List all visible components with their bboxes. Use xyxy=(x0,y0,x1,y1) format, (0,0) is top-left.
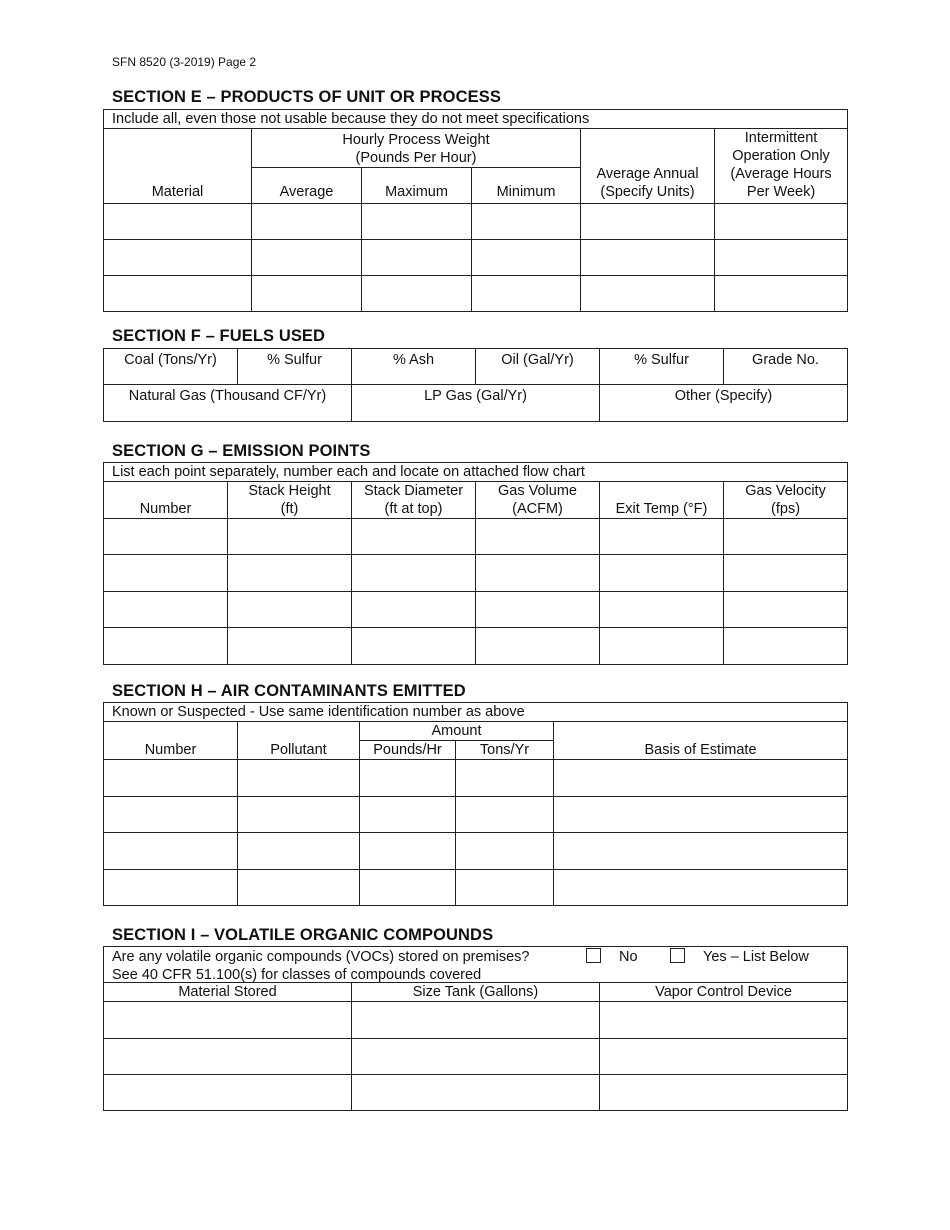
input-cell[interactable] xyxy=(715,204,848,240)
form-number: SFN 8520 (3-2019) Page 2 xyxy=(112,55,257,69)
input-cell[interactable] xyxy=(600,519,724,555)
input-cell[interactable] xyxy=(360,833,456,870)
input-cell[interactable] xyxy=(456,797,554,833)
table-row xyxy=(104,276,848,312)
table-row xyxy=(104,519,848,555)
input-cell[interactable] xyxy=(554,833,848,870)
table-row xyxy=(104,760,848,797)
header-average-annual: Average Annual (Specify Units) xyxy=(581,129,715,204)
input-cell[interactable] xyxy=(554,870,848,906)
header-stack-height: Stack Height (ft) xyxy=(228,482,352,519)
header-material-stored: Material Stored xyxy=(104,983,352,1002)
input-cell[interactable] xyxy=(724,628,848,665)
input-cell[interactable] xyxy=(600,1039,848,1075)
input-cell[interactable] xyxy=(352,1039,600,1075)
header-number: Number xyxy=(104,482,228,519)
input-cell[interactable] xyxy=(352,1002,600,1039)
input-cell[interactable] xyxy=(228,519,352,555)
fuel-natural-gas[interactable]: Natural Gas (Thousand CF/Yr) xyxy=(104,385,352,422)
fuel-coal-sulfur[interactable]: % Sulfur xyxy=(238,349,352,385)
input-cell[interactable] xyxy=(476,555,600,592)
input-cell[interactable] xyxy=(554,760,848,797)
input-cell[interactable] xyxy=(362,204,472,240)
header-stack-diameter: Stack Diameter (ft at top) xyxy=(352,482,476,519)
table-row xyxy=(104,628,848,665)
table-row xyxy=(104,833,848,870)
input-cell[interactable] xyxy=(104,797,238,833)
input-cell[interactable] xyxy=(104,555,228,592)
input-cell[interactable] xyxy=(360,870,456,906)
fuel-oil-grade[interactable]: Grade No. xyxy=(724,349,848,385)
section-f-table xyxy=(103,348,848,422)
header-average: Average xyxy=(252,168,362,204)
header-gas-velocity: Gas Velocity (fps) xyxy=(724,482,848,519)
header-minimum: Minimum xyxy=(472,168,581,204)
table-row xyxy=(104,555,848,592)
input-cell[interactable] xyxy=(476,519,600,555)
input-cell[interactable] xyxy=(238,797,360,833)
section-i-title: SECTION I – VOLATILE ORGANIC COMPOUNDS xyxy=(112,926,494,944)
fuel-oil-sulfur[interactable]: % Sulfur xyxy=(600,349,724,385)
input-cell[interactable] xyxy=(104,870,238,906)
input-cell[interactable] xyxy=(104,204,252,240)
table-row xyxy=(104,1039,848,1075)
input-cell[interactable] xyxy=(456,870,554,906)
input-cell[interactable] xyxy=(360,760,456,797)
fuel-other[interactable]: Other (Specify) xyxy=(600,385,848,422)
input-cell[interactable] xyxy=(476,592,600,628)
input-cell[interactable] xyxy=(252,276,362,312)
input-cell[interactable] xyxy=(104,276,252,312)
voc-yes-checkbox[interactable] xyxy=(670,948,685,963)
input-cell[interactable] xyxy=(600,628,724,665)
input-cell[interactable] xyxy=(352,1075,600,1111)
fuel-oil[interactable]: Oil (Gal/Yr) xyxy=(476,349,600,385)
input-cell[interactable] xyxy=(472,276,581,312)
header-maximum: Maximum xyxy=(362,168,472,204)
table-row xyxy=(104,592,848,628)
section-f-title: SECTION F – FUELS USED xyxy=(112,327,326,345)
input-cell[interactable] xyxy=(581,204,715,240)
input-cell[interactable] xyxy=(238,760,360,797)
header-tons-yr: Tons/Yr xyxy=(456,741,554,760)
input-cell[interactable] xyxy=(581,276,715,312)
header-hourly-process-weight: Hourly Process Weight (Pounds Per Hour) xyxy=(252,129,581,168)
input-cell[interactable] xyxy=(715,240,848,276)
input-cell[interactable] xyxy=(104,628,228,665)
table-row xyxy=(104,240,848,276)
input-cell[interactable] xyxy=(456,760,554,797)
table-row xyxy=(104,797,848,833)
fuel-lp-gas[interactable]: LP Gas (Gal/Yr) xyxy=(352,385,600,422)
voc-no-option[interactable] xyxy=(586,948,638,966)
fuel-coal[interactable]: Coal (Tons/Yr) xyxy=(104,349,238,385)
input-cell[interactable] xyxy=(600,555,724,592)
input-cell[interactable] xyxy=(228,555,352,592)
table-row xyxy=(104,204,848,240)
table-row xyxy=(104,1075,848,1111)
input-cell[interactable] xyxy=(554,797,848,833)
input-cell[interactable] xyxy=(362,240,472,276)
input-cell[interactable] xyxy=(104,760,238,797)
input-cell[interactable] xyxy=(581,240,715,276)
voc-question-cell xyxy=(104,947,848,983)
section-h-title: SECTION H – AIR CONTAMINANTS EMITTED xyxy=(112,682,466,700)
input-cell[interactable] xyxy=(238,870,360,906)
input-cell[interactable] xyxy=(228,628,352,665)
input-cell[interactable] xyxy=(724,519,848,555)
input-cell[interactable] xyxy=(472,240,581,276)
input-cell[interactable] xyxy=(600,592,724,628)
table-row xyxy=(104,870,848,906)
section-e-title: SECTION E – PRODUCTS OF UNIT OR PROCESS xyxy=(112,88,501,106)
header-amount: Amount xyxy=(360,722,554,741)
input-cell[interactable] xyxy=(252,204,362,240)
input-cell[interactable] xyxy=(352,592,476,628)
header-material: Material xyxy=(104,129,252,204)
header-intermittent: Intermittent Operation Only (Average Hours Per Week) xyxy=(715,129,848,204)
header-pounds-hr: Pounds/Hr xyxy=(360,741,456,760)
input-cell[interactable] xyxy=(472,204,581,240)
section-h-table xyxy=(103,702,848,906)
input-cell[interactable] xyxy=(715,276,848,312)
header-pollutant: Pollutant xyxy=(238,722,360,760)
input-cell[interactable] xyxy=(456,833,554,870)
voc-yes-label: Yes – List Below xyxy=(703,948,809,965)
header-size-tank: Size Tank (Gallons) xyxy=(352,983,600,1002)
input-cell[interactable] xyxy=(104,833,238,870)
voc-question: Are any volatile organic compounds (VOCs) stored on premises? xyxy=(112,948,530,965)
input-cell[interactable] xyxy=(352,555,476,592)
input-cell[interactable] xyxy=(724,555,848,592)
input-cell[interactable] xyxy=(228,592,352,628)
header-basis-of-estimate: Basis of Estimate xyxy=(554,722,848,760)
input-cell[interactable] xyxy=(362,276,472,312)
input-cell[interactable] xyxy=(476,628,600,665)
input-cell[interactable] xyxy=(252,240,362,276)
input-cell[interactable] xyxy=(724,592,848,628)
header-vapor-control-device: Vapor Control Device xyxy=(600,983,848,1002)
input-cell[interactable] xyxy=(238,833,360,870)
input-cell[interactable] xyxy=(360,797,456,833)
section-g-title: SECTION G – EMISSION POINTS xyxy=(112,442,371,460)
voc-no-label: No xyxy=(619,948,638,965)
section-g-table xyxy=(103,462,848,665)
input-cell[interactable] xyxy=(600,1075,848,1111)
input-cell[interactable] xyxy=(104,592,228,628)
section-e-note: Include all, even those not usable because they do not meet specifications xyxy=(104,110,848,129)
input-cell[interactable] xyxy=(352,628,476,665)
header-gas-volume: Gas Volume (ACFM) xyxy=(476,482,600,519)
fuel-coal-ash[interactable]: % Ash xyxy=(352,349,476,385)
header-number: Number xyxy=(104,722,238,760)
input-cell[interactable] xyxy=(352,519,476,555)
section-h-note: Known or Suspected - Use same identification number as above xyxy=(104,703,848,722)
input-cell[interactable] xyxy=(104,1039,352,1075)
input-cell[interactable] xyxy=(104,1002,352,1039)
section-g-note: List each point separately, number each and locate on attached flow chart xyxy=(104,463,848,482)
section-i-table xyxy=(103,946,848,1111)
voc-yes-option[interactable] xyxy=(670,948,809,966)
voc-reference: See 40 CFR 51.100(s) for classes of compounds covered xyxy=(112,966,482,983)
input-cell[interactable] xyxy=(104,240,252,276)
input-cell[interactable] xyxy=(600,1002,848,1039)
section-e-table xyxy=(103,109,848,312)
input-cell[interactable] xyxy=(104,519,228,555)
input-cell[interactable] xyxy=(104,1075,352,1111)
voc-no-checkbox[interactable] xyxy=(586,948,601,963)
table-row xyxy=(104,1002,848,1039)
header-exit-temp: Exit Temp (°F) xyxy=(600,482,724,519)
